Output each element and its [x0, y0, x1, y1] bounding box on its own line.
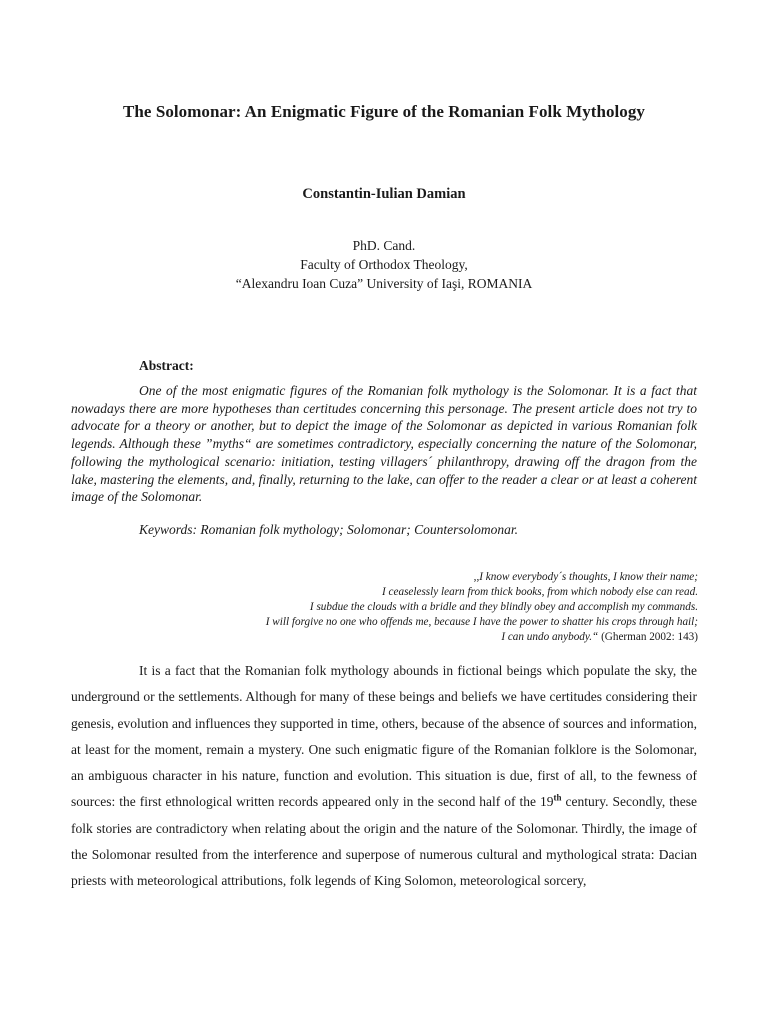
keywords: Keywords: Romanian folk mythology; Solomonar; Countersolomonar.	[139, 522, 518, 537]
abstract-text: One of the most enigmatic figures of the Romanian folk mythology is the Solomonar. It is a fact that nowadays there are more hypotheses than certitudes concerning this personage. The present article does not try to advocate for a theory or another, but to depict the image of the Solomonar as depicted in various Romanian folk legends. Although these ”myths“ are sometimes contradictory, especially concerning the nature of the Solomonar, following the mythological scenario: initiation, testing villagers´ philanthropy, drawing off the dragon from the lake, mastering the elements, and, finally, returning to the lake, can offer to the reader a clear or at least a coherent image of the Solomonar.	[71, 383, 697, 505]
body-text-part-2: century. Secondly, these folk stories are contradictory when relating about the origin and the nature of the Solomonar. Thirdly, the image of the Solomonar resulted from the interference and superpose of numerous cultural and mythological strata: Dacian priests with meteorological attributions, folk legends of King Solomon, meteorological sorcery,	[71, 794, 697, 889]
epigraph-line: ,,I know everybody´s thoughts, I know their name;	[473, 571, 698, 583]
epigraph-line: I subdue the clouds with a bridle and they blindly obey and accomplish my commands.	[309, 601, 698, 613]
author-name: Constantin-Iulian Damian	[302, 186, 466, 202]
affiliation-faculty: Faculty of Orthodox Theology,	[300, 257, 468, 272]
body-paragraph	[71, 658, 697, 895]
epigraph-citation: (Gherman 2002: 143)	[598, 631, 698, 643]
epigraph	[266, 570, 698, 645]
affiliation-degree: PhD. Cand.	[352, 238, 416, 253]
author-affiliation	[0, 236, 768, 293]
epigraph-line: I will forgive no one who offends me, because I have the power to shatter his crops through hail;	[265, 616, 698, 628]
epigraph-final-line	[266, 630, 698, 645]
paper-title: The Solomonar: An Enigmatic Figure of the Romanian Folk Mythology	[123, 102, 645, 121]
abstract-heading: Abstract:	[139, 358, 194, 373]
epigraph-line: I ceaselessly learn from thick books, from which nobody else can read.	[382, 586, 698, 598]
body-text-part-1: It is a fact that the Romanian folk mythology abounds in fictional beings which populate the sky, the underground or the settlements. Although for many of these beings and beliefs we have certitudes considering their genesis, evolution and influences they supported in time, others, because of the absence of sources and information, at least for the moment, remain a mystery. One such enigmatic figure of the Romanian folklore is the Solomonar, an ambiguous character in his nature, function and evolution. This situation is due, first of all, to the fewness of sources: the first ethnological written records appeared only in the second half of the 19	[71, 663, 697, 810]
affiliation-university: “Alexandru Ioan Cuza” University of Iaşi, ROMANIA	[235, 276, 533, 291]
ordinal-superscript: th	[553, 792, 562, 803]
epigraph-line: I can undo anybody.“	[501, 631, 599, 643]
